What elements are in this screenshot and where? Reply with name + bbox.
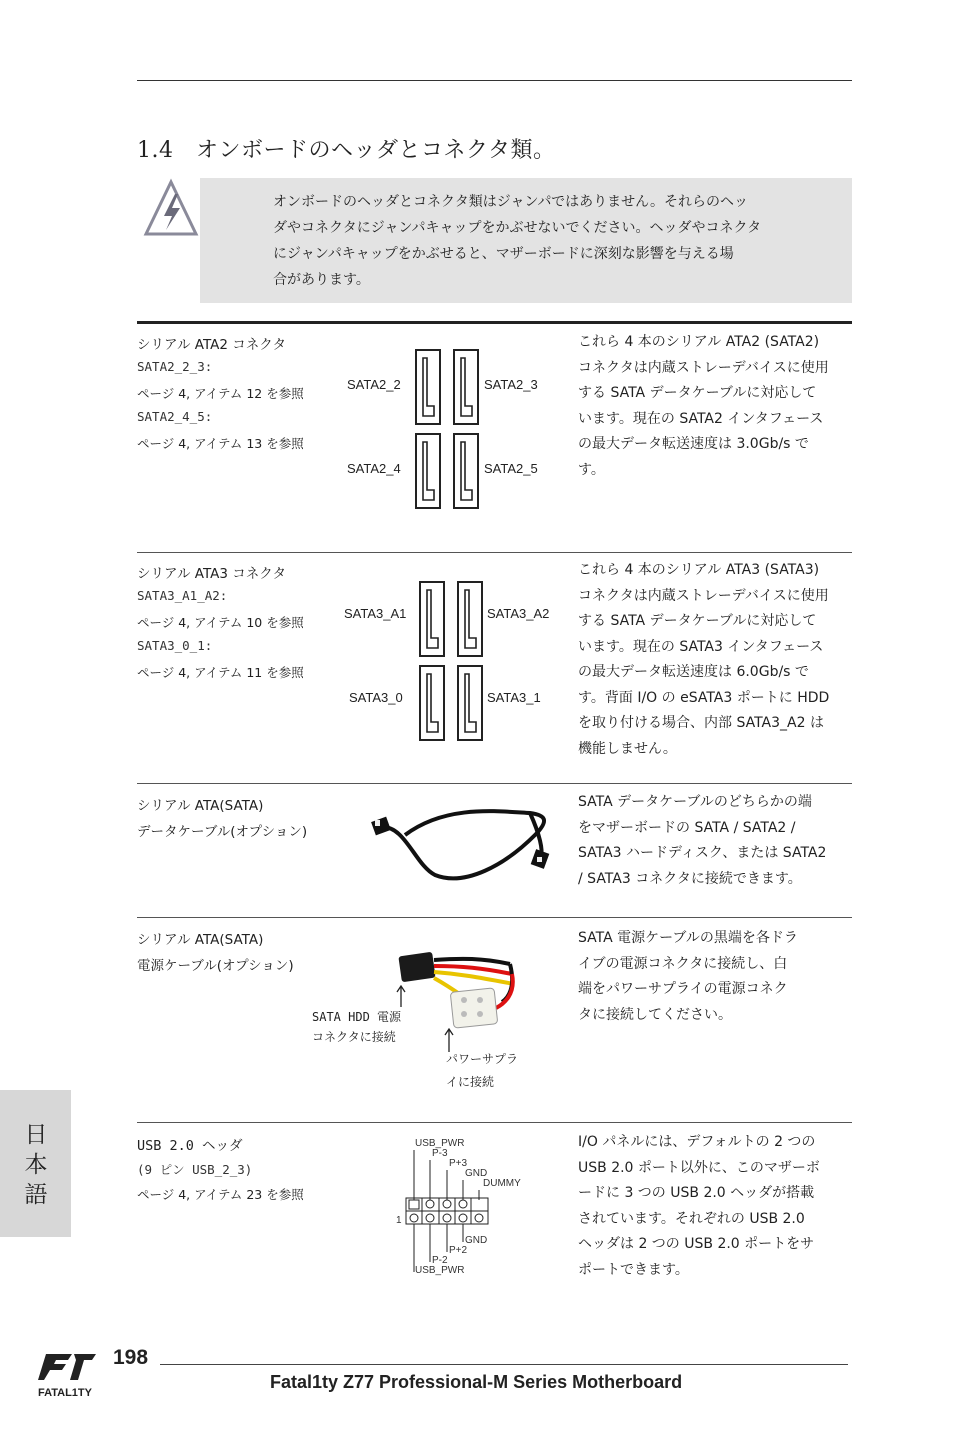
- desc-line: す。: [578, 461, 605, 478]
- pin-label: GND: [465, 1235, 488, 1246]
- warning-line: にジャンパキャップをかぶせると、マザーボードに深刻な影響を与える場: [273, 246, 734, 262]
- desc-line: I/O パネルには、デフォルトの 2 つの: [578, 1134, 816, 1150]
- pin-label: USB_PWR: [415, 1265, 465, 1276]
- sata3-ref1-page: ページ 4, アイテム 10 を参照: [137, 615, 304, 630]
- sata3-ref2-page: ページ 4, アイテム 11 を参照: [137, 665, 304, 680]
- connector-label: SATA2_2: [347, 377, 401, 392]
- language-side-label: 日本語: [24, 1122, 48, 1208]
- page-number: 198: [113, 1346, 149, 1369]
- section-rule: [137, 552, 852, 553]
- connector-label: SATA3_1: [487, 690, 541, 705]
- sata-power-title1: シリアル ATA(SATA): [137, 932, 264, 948]
- desc-line: います。現在の SATA2 インタフェース: [578, 410, 824, 427]
- sata2-title: シリアル ATA2 コネクタ: [137, 337, 286, 353]
- warning-line: オンボードのヘッダとコネクタ類はジャンパではありません。それらのヘッ: [273, 194, 749, 210]
- desc-line: す。背面 I/O の eSATA3 ポートに HDD: [578, 689, 830, 706]
- connector-label: SATA3_A2: [487, 606, 550, 621]
- pin-label: P-2: [432, 1255, 448, 1266]
- connector-label: SATA3_0: [349, 690, 403, 705]
- warning-lightning-icon: [142, 178, 200, 238]
- desc-line: ポートできます。: [578, 1261, 689, 1278]
- desc-line: SATA 電源ケーブルの黒端を各ドラ: [578, 930, 798, 946]
- connector-label: SATA2_4: [347, 461, 401, 476]
- desc-line: これら 4 本のシリアル ATA2 (SATA2): [578, 334, 820, 350]
- sata2-ref2: SATA2_4_5:: [137, 409, 213, 424]
- sata2-connectors-diagram: [414, 348, 484, 510]
- desc-line: されています。それぞれの USB 2.0: [578, 1210, 805, 1227]
- pin-label: P-3: [432, 1148, 448, 1159]
- sata2-ref1: SATA2_2_3:: [137, 359, 213, 374]
- desc-line: 機能しません。: [578, 740, 677, 757]
- pin-label: DUMMY: [483, 1178, 521, 1189]
- warning-text: [273, 189, 798, 293]
- sata-cable-title2: データケーブル(オプション): [137, 824, 308, 840]
- desc-line: を取り付ける場合、内部 SATA3_A2 は: [578, 715, 824, 731]
- sata-power-title2: 電源ケーブル(オプション): [137, 958, 294, 974]
- sata-connector: [416, 350, 478, 508]
- desc-line: SATA データケーブルのどちらかの端: [578, 794, 812, 810]
- footer-rule: [160, 1364, 848, 1365]
- pin-label: P+3: [449, 1158, 468, 1169]
- desc-line: コネクタは内蔵ストレーデバイスに使用: [578, 587, 829, 604]
- pin-label: GND: [465, 1168, 488, 1179]
- logo-text: FATAL1TY: [38, 1387, 92, 1399]
- callout-psu: パワーサプラ: [446, 1052, 519, 1066]
- desc-line: する SATA データケーブルに対応して: [578, 385, 817, 401]
- sata-connector: [420, 582, 482, 740]
- desc-line: これら 4 本のシリアル ATA3 (SATA3): [578, 562, 820, 578]
- connector-label: SATA3_A1: [344, 606, 407, 621]
- sata3-ref1: SATA3_A1_A2:: [137, 588, 228, 603]
- desc-line: ヘッダは 2 つの USB 2.0 ポートをサ: [578, 1236, 815, 1252]
- connector-label: SATA2_5: [484, 461, 538, 476]
- top-rule: [137, 80, 852, 81]
- section-rule: [137, 321, 852, 324]
- usb-description: [578, 1130, 854, 1283]
- pin1-label: 1: [396, 1215, 402, 1226]
- callout-hdd-power: SATA HDD 電源: [312, 1010, 402, 1024]
- arrow-up-icon: [444, 1028, 454, 1052]
- desc-line: / SATA3 コネクタに接続できます。: [578, 870, 802, 887]
- section-rule: [137, 783, 852, 784]
- footer-title: Fatal1ty Z77 Professional-M Series Motherboard: [270, 1372, 683, 1392]
- fatal1ty-logo-icon: [38, 1348, 108, 1406]
- desc-line: をマザーボードの SATA / SATA2 /: [578, 819, 796, 836]
- sata-power-cable-image: [392, 938, 532, 1038]
- desc-line: います。現在の SATA3 インタフェース: [578, 638, 824, 655]
- connector-label: SATA2_3: [484, 377, 538, 392]
- sata2-description: [578, 330, 854, 483]
- pin-label: P+2: [449, 1245, 468, 1256]
- usb-title: USB 2.0 ヘッダ: [137, 1138, 243, 1154]
- sata3-title: シリアル ATA3 コネクタ: [137, 566, 286, 582]
- desc-line: SATA3 ハードディスク、または SATA2: [578, 845, 827, 861]
- section-heading: 1.4 オンボードのヘッダとコネクタ類。: [137, 138, 556, 163]
- desc-line: 端をパワーサプライの電源コネク: [578, 981, 788, 997]
- desc-line: イブの電源コネクタに接続し、白: [578, 955, 788, 972]
- callout-hdd-power-2: コネクタに接続: [312, 1030, 396, 1044]
- usb-sub: (9 ピン USB_2_3): [137, 1162, 253, 1177]
- warning-line: 合があります。: [273, 272, 370, 288]
- section-rule: [137, 1122, 852, 1123]
- desc-line: タに接続してください。: [578, 1006, 732, 1023]
- sata3-description: [578, 558, 854, 762]
- section-rule: [137, 917, 852, 918]
- sata2-ref2-page: ページ 4, アイテム 13 を参照: [137, 436, 304, 451]
- arrow-up-icon: [396, 985, 406, 1007]
- sata-cable-description: [578, 790, 854, 892]
- sata3-connectors-diagram: [418, 580, 488, 742]
- sata-data-cable-image: [365, 795, 565, 885]
- callout-psu-2: イに接続: [446, 1075, 495, 1089]
- sata-power-description: [578, 926, 854, 1028]
- sata3-ref2: SATA3_0_1:: [137, 638, 213, 653]
- usb-header-diagram: [393, 1136, 533, 1282]
- desc-line: の最大データ転送速度は 6.0Gb/s で: [578, 664, 809, 680]
- warning-line: ダやコネクタにジャンパキャップをかぶせないでください。ヘッダやコネクタ: [273, 220, 762, 236]
- usb-page: ページ 4, アイテム 23 を参照: [137, 1187, 304, 1202]
- pin-label: USB_PWR: [415, 1138, 465, 1149]
- sata2-ref1-page: ページ 4, アイテム 12 を参照: [137, 386, 304, 401]
- sata-cable-title1: シリアル ATA(SATA): [137, 798, 264, 814]
- desc-line: コネクタは内蔵ストレーデバイスに使用: [578, 359, 829, 376]
- desc-line: の最大データ転送速度は 3.0Gb/s で: [578, 436, 809, 452]
- desc-line: する SATA データケーブルに対応して: [578, 613, 817, 629]
- desc-line: ードに 3 つの USB 2.0 ヘッダが搭載: [578, 1185, 815, 1201]
- desc-line: USB 2.0 ポート以外に、このマザーボ: [578, 1159, 820, 1176]
